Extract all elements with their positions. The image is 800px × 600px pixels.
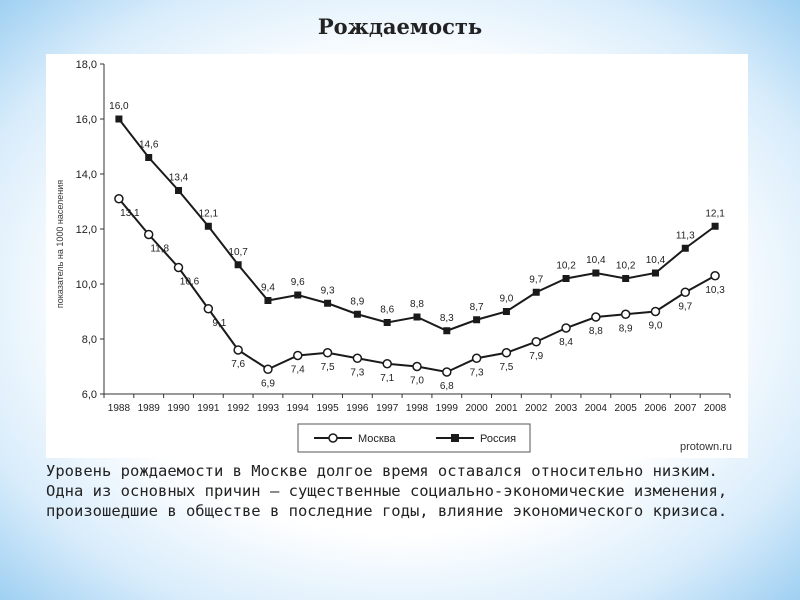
y-tick-label: 12,0	[75, 224, 97, 236]
legend-moscow-marker	[329, 434, 337, 442]
x-tick-label: 1993	[256, 403, 280, 414]
data-point	[473, 354, 481, 362]
data-label: 9,3	[320, 285, 335, 297]
data-label: 7,1	[380, 372, 395, 384]
chart-svg	[46, 54, 748, 458]
data-point	[622, 275, 629, 282]
y-tick-label: 18,0	[75, 59, 97, 71]
data-point	[115, 195, 123, 203]
data-point	[384, 319, 391, 326]
data-point	[413, 363, 421, 371]
data-point	[234, 346, 242, 354]
data-label: 9,6	[290, 277, 305, 288]
data-label: 6,8	[439, 381, 454, 392]
data-label: 9,7	[678, 301, 693, 313]
data-point	[235, 261, 242, 268]
data-point	[651, 308, 659, 316]
data-label: 8,3	[439, 312, 454, 324]
data-point	[592, 270, 599, 277]
data-label: 7,4	[290, 364, 305, 376]
data-point	[264, 365, 272, 373]
data-label: 10,2	[556, 260, 576, 272]
y-tick-label: 14,0	[75, 169, 97, 181]
x-tick-label: 1994	[286, 403, 309, 414]
data-point	[264, 297, 271, 304]
data-label: 16,0	[109, 101, 129, 112]
x-tick-label: 2005	[614, 403, 637, 414]
x-tick-label: 1996	[346, 403, 369, 414]
birth-rate-chart	[46, 54, 748, 458]
x-tick-label: 2001	[495, 403, 518, 414]
legend-russia-label: Россия	[480, 433, 517, 445]
data-point	[443, 327, 450, 334]
data-point	[145, 231, 153, 239]
data-point	[652, 270, 659, 277]
data-point	[205, 223, 212, 230]
data-point	[324, 300, 331, 307]
y-axis-title: показатель на 1000 населения	[55, 179, 65, 309]
data-label: 13,1	[120, 207, 140, 219]
x-tick-label: 2007	[674, 403, 697, 414]
data-label: 7,5	[320, 361, 335, 373]
data-point	[682, 245, 689, 252]
data-point	[592, 313, 600, 321]
data-point	[533, 289, 540, 296]
data-label: 10,6	[179, 276, 200, 288]
x-tick-label: 1992	[227, 403, 250, 414]
data-label: 7,6	[231, 359, 246, 370]
data-point	[324, 349, 332, 357]
data-point	[353, 354, 361, 362]
x-tick-label: 2006	[644, 403, 667, 414]
x-tick-label: 1998	[405, 403, 429, 414]
data-label: 8,9	[350, 296, 365, 308]
data-point	[562, 324, 570, 332]
data-point	[563, 275, 570, 282]
data-point	[175, 264, 183, 272]
data-label: 13,4	[168, 172, 189, 184]
data-point	[294, 292, 301, 299]
data-label: 8,9	[618, 323, 633, 335]
data-label: 7,3	[350, 367, 365, 379]
data-label: 14,6	[138, 139, 159, 151]
x-tick-label: 2003	[554, 403, 578, 414]
data-label: 8,6	[380, 304, 395, 316]
data-point	[354, 311, 361, 318]
chart-axes	[100, 64, 730, 398]
data-label: 9,7	[529, 274, 544, 286]
data-label: 11,3	[675, 230, 695, 242]
data-point	[712, 223, 719, 230]
data-label: 7,9	[529, 350, 544, 362]
x-tick-label: 1991	[197, 403, 220, 414]
data-point	[711, 272, 719, 280]
chart-series	[109, 101, 725, 392]
data-label: 11,8	[150, 243, 170, 255]
x-tick-label: 1988	[107, 403, 131, 414]
x-tick-label: 2002	[525, 403, 548, 414]
data-point	[473, 316, 480, 323]
x-tick-label: 1989	[137, 403, 160, 414]
data-point	[175, 187, 182, 194]
source-label: protown.ru	[680, 441, 732, 453]
y-tick-label: 8,0	[81, 334, 97, 346]
data-label: 7,5	[499, 361, 514, 373]
data-label: 10,4	[586, 255, 606, 266]
x-tick-label: 2000	[465, 403, 488, 414]
y-tick-label: 16,0	[75, 114, 97, 126]
chart-legend	[298, 424, 530, 452]
x-tick-label: 1995	[316, 403, 339, 414]
x-tick-labels	[108, 403, 727, 414]
data-point	[622, 310, 630, 318]
data-label: 7,3	[469, 367, 484, 379]
legend-moscow-label: Москва	[358, 433, 396, 445]
data-label: 9,1	[212, 317, 227, 329]
data-point	[294, 352, 302, 360]
data-label: 12,1	[198, 208, 219, 220]
legend-russia-marker	[451, 434, 459, 442]
data-point	[383, 360, 391, 368]
y-tick-labels	[76, 59, 97, 401]
data-point	[145, 154, 152, 161]
data-label: 7,0	[410, 375, 424, 387]
data-label: 10,7	[228, 246, 248, 258]
x-tick-label: 1999	[435, 403, 458, 414]
x-tick-label: 2004	[584, 403, 607, 414]
data-label: 12,1	[705, 208, 725, 220]
y-tick-label: 10,0	[75, 279, 97, 291]
data-point	[115, 116, 122, 123]
data-label: 8,8	[588, 326, 603, 337]
data-point	[443, 368, 451, 376]
data-label: 8,4	[559, 337, 574, 348]
data-label: 9,0	[499, 293, 514, 305]
data-point	[502, 349, 510, 357]
data-label: 6,9	[260, 378, 275, 390]
y-tick-label: 6,0	[81, 389, 97, 401]
data-point	[681, 288, 689, 296]
data-label: 10,2	[615, 260, 636, 272]
x-tick-label: 2008	[703, 403, 727, 414]
data-point	[503, 308, 510, 315]
data-point	[414, 314, 421, 321]
data-point	[532, 338, 540, 346]
x-tick-label: 1990	[167, 403, 190, 414]
data-label: 10,4	[645, 255, 666, 266]
slide-title: Рождаемость	[317, 14, 483, 39]
data-label: 8,8	[410, 299, 424, 310]
x-tick-label: 1997	[376, 403, 399, 414]
data-label: 10,3	[705, 284, 725, 296]
data-label: 9,0	[648, 320, 663, 332]
data-label: 9,4	[260, 282, 275, 294]
data-label: 8,7	[469, 301, 484, 313]
data-point	[204, 305, 212, 313]
slide-caption: Уровень рождаемости в Москве долгое время оставался относительно низким. Одна из основных причин — существенные социально-экономические изменения, произошедшие в обществе в последние годы, влияние экономического кризиса.	[46, 462, 728, 520]
